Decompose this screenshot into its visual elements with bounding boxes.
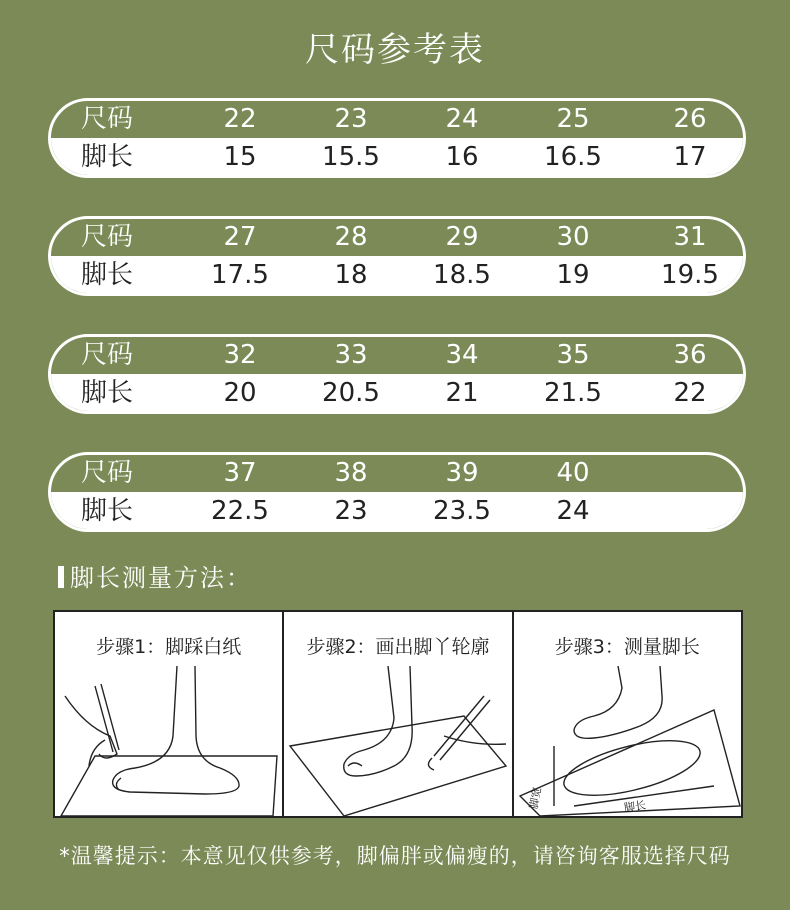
method-heading xyxy=(58,558,252,593)
tracing-outline-illustration xyxy=(284,666,512,816)
page-title: 尺码参考表 xyxy=(305,30,485,70)
size-row xyxy=(51,337,743,374)
size-cell: 24 xyxy=(445,104,479,134)
foot-length-cell: 16.5 xyxy=(544,142,602,172)
foot-length-cell: 19 xyxy=(556,260,590,290)
size-cell: 28 xyxy=(334,222,368,252)
size-cell: 33 xyxy=(334,340,368,370)
size-row xyxy=(51,455,743,492)
measurement-steps xyxy=(53,610,743,818)
foot-length-cell: 15 xyxy=(223,142,257,172)
foot-length-cell: 24 xyxy=(556,496,590,526)
size-cell: 22 xyxy=(223,104,257,134)
step-3-panel xyxy=(514,612,741,816)
step-2-panel xyxy=(284,612,513,816)
size-table-3 xyxy=(48,334,746,414)
length-label: 脚长 xyxy=(622,798,647,815)
foot-length-cell: 20.5 xyxy=(322,378,380,408)
foot-length-cell: 17.5 xyxy=(211,260,269,290)
foot-length-row xyxy=(51,492,743,532)
size-row xyxy=(51,219,743,256)
foot-length-cell: 15.5 xyxy=(322,142,380,172)
measure-length-illustration xyxy=(514,666,742,816)
size-cell: 37 xyxy=(223,458,257,488)
foot-length-cell: 16 xyxy=(445,142,479,172)
foot-on-paper-illustration xyxy=(55,666,283,816)
foot-length-row-label: 脚长 xyxy=(81,260,134,290)
foot-length-row-label: 脚长 xyxy=(81,378,134,408)
size-cell: 29 xyxy=(445,222,479,252)
foot-length-row-label: 脚长 xyxy=(81,142,134,172)
foot-length-cell: 21 xyxy=(445,378,479,408)
size-cell: 23 xyxy=(334,104,368,134)
foot-length-row xyxy=(51,256,743,296)
size-cell: 25 xyxy=(556,104,590,134)
size-row-label: 尺码 xyxy=(81,340,134,370)
foot-length-row xyxy=(51,374,743,414)
size-cell: 40 xyxy=(556,458,590,488)
width-label: 脚宽 xyxy=(526,786,544,811)
step-3-caption: 步骤3：测量脚长 xyxy=(554,636,700,658)
size-row-label: 尺码 xyxy=(81,104,134,134)
size-table-1 xyxy=(48,98,746,178)
heading-bar-icon xyxy=(58,566,64,588)
size-cell: 31 xyxy=(673,222,707,252)
foot-length-cell: 23 xyxy=(334,496,368,526)
size-table-2 xyxy=(48,216,746,296)
foot-length-cell: 20 xyxy=(223,378,257,408)
size-cell: 27 xyxy=(223,222,257,252)
tip-text: *温馨提示：本意见仅供参考，脚偏胖或偏瘦的，请咨询客服选择尺码 xyxy=(59,844,731,868)
size-row-label: 尺码 xyxy=(81,222,134,252)
size-row xyxy=(51,101,743,138)
size-row-label: 尺码 xyxy=(81,458,134,488)
foot-length-cell: 22.5 xyxy=(211,496,269,526)
method-heading-text: 脚长测量方法： xyxy=(70,564,252,592)
foot-length-cell: 23.5 xyxy=(433,496,491,526)
foot-length-row xyxy=(51,138,743,178)
foot-length-cell: 18.5 xyxy=(433,260,491,290)
foot-length-cell: 17 xyxy=(673,142,707,172)
size-cell: 36 xyxy=(673,340,707,370)
foot-length-cell: 22 xyxy=(673,378,707,408)
size-cell: 35 xyxy=(556,340,590,370)
size-cell: 32 xyxy=(223,340,257,370)
size-cell: 38 xyxy=(334,458,368,488)
step-1-caption: 步骤1：脚踩白纸 xyxy=(96,636,242,658)
size-table-4 xyxy=(48,452,746,532)
size-cell: 30 xyxy=(556,222,590,252)
size-cell: 39 xyxy=(445,458,479,488)
step-1-panel xyxy=(55,612,284,816)
foot-length-row-label: 脚长 xyxy=(81,496,134,526)
step-2-caption: 步骤2：画出脚丫轮廓 xyxy=(306,636,490,658)
size-cell: 34 xyxy=(445,340,479,370)
foot-length-cell: 21.5 xyxy=(544,378,602,408)
foot-length-cell: 19.5 xyxy=(661,260,719,290)
size-cell: 26 xyxy=(673,104,707,134)
foot-length-cell: 18 xyxy=(334,260,368,290)
